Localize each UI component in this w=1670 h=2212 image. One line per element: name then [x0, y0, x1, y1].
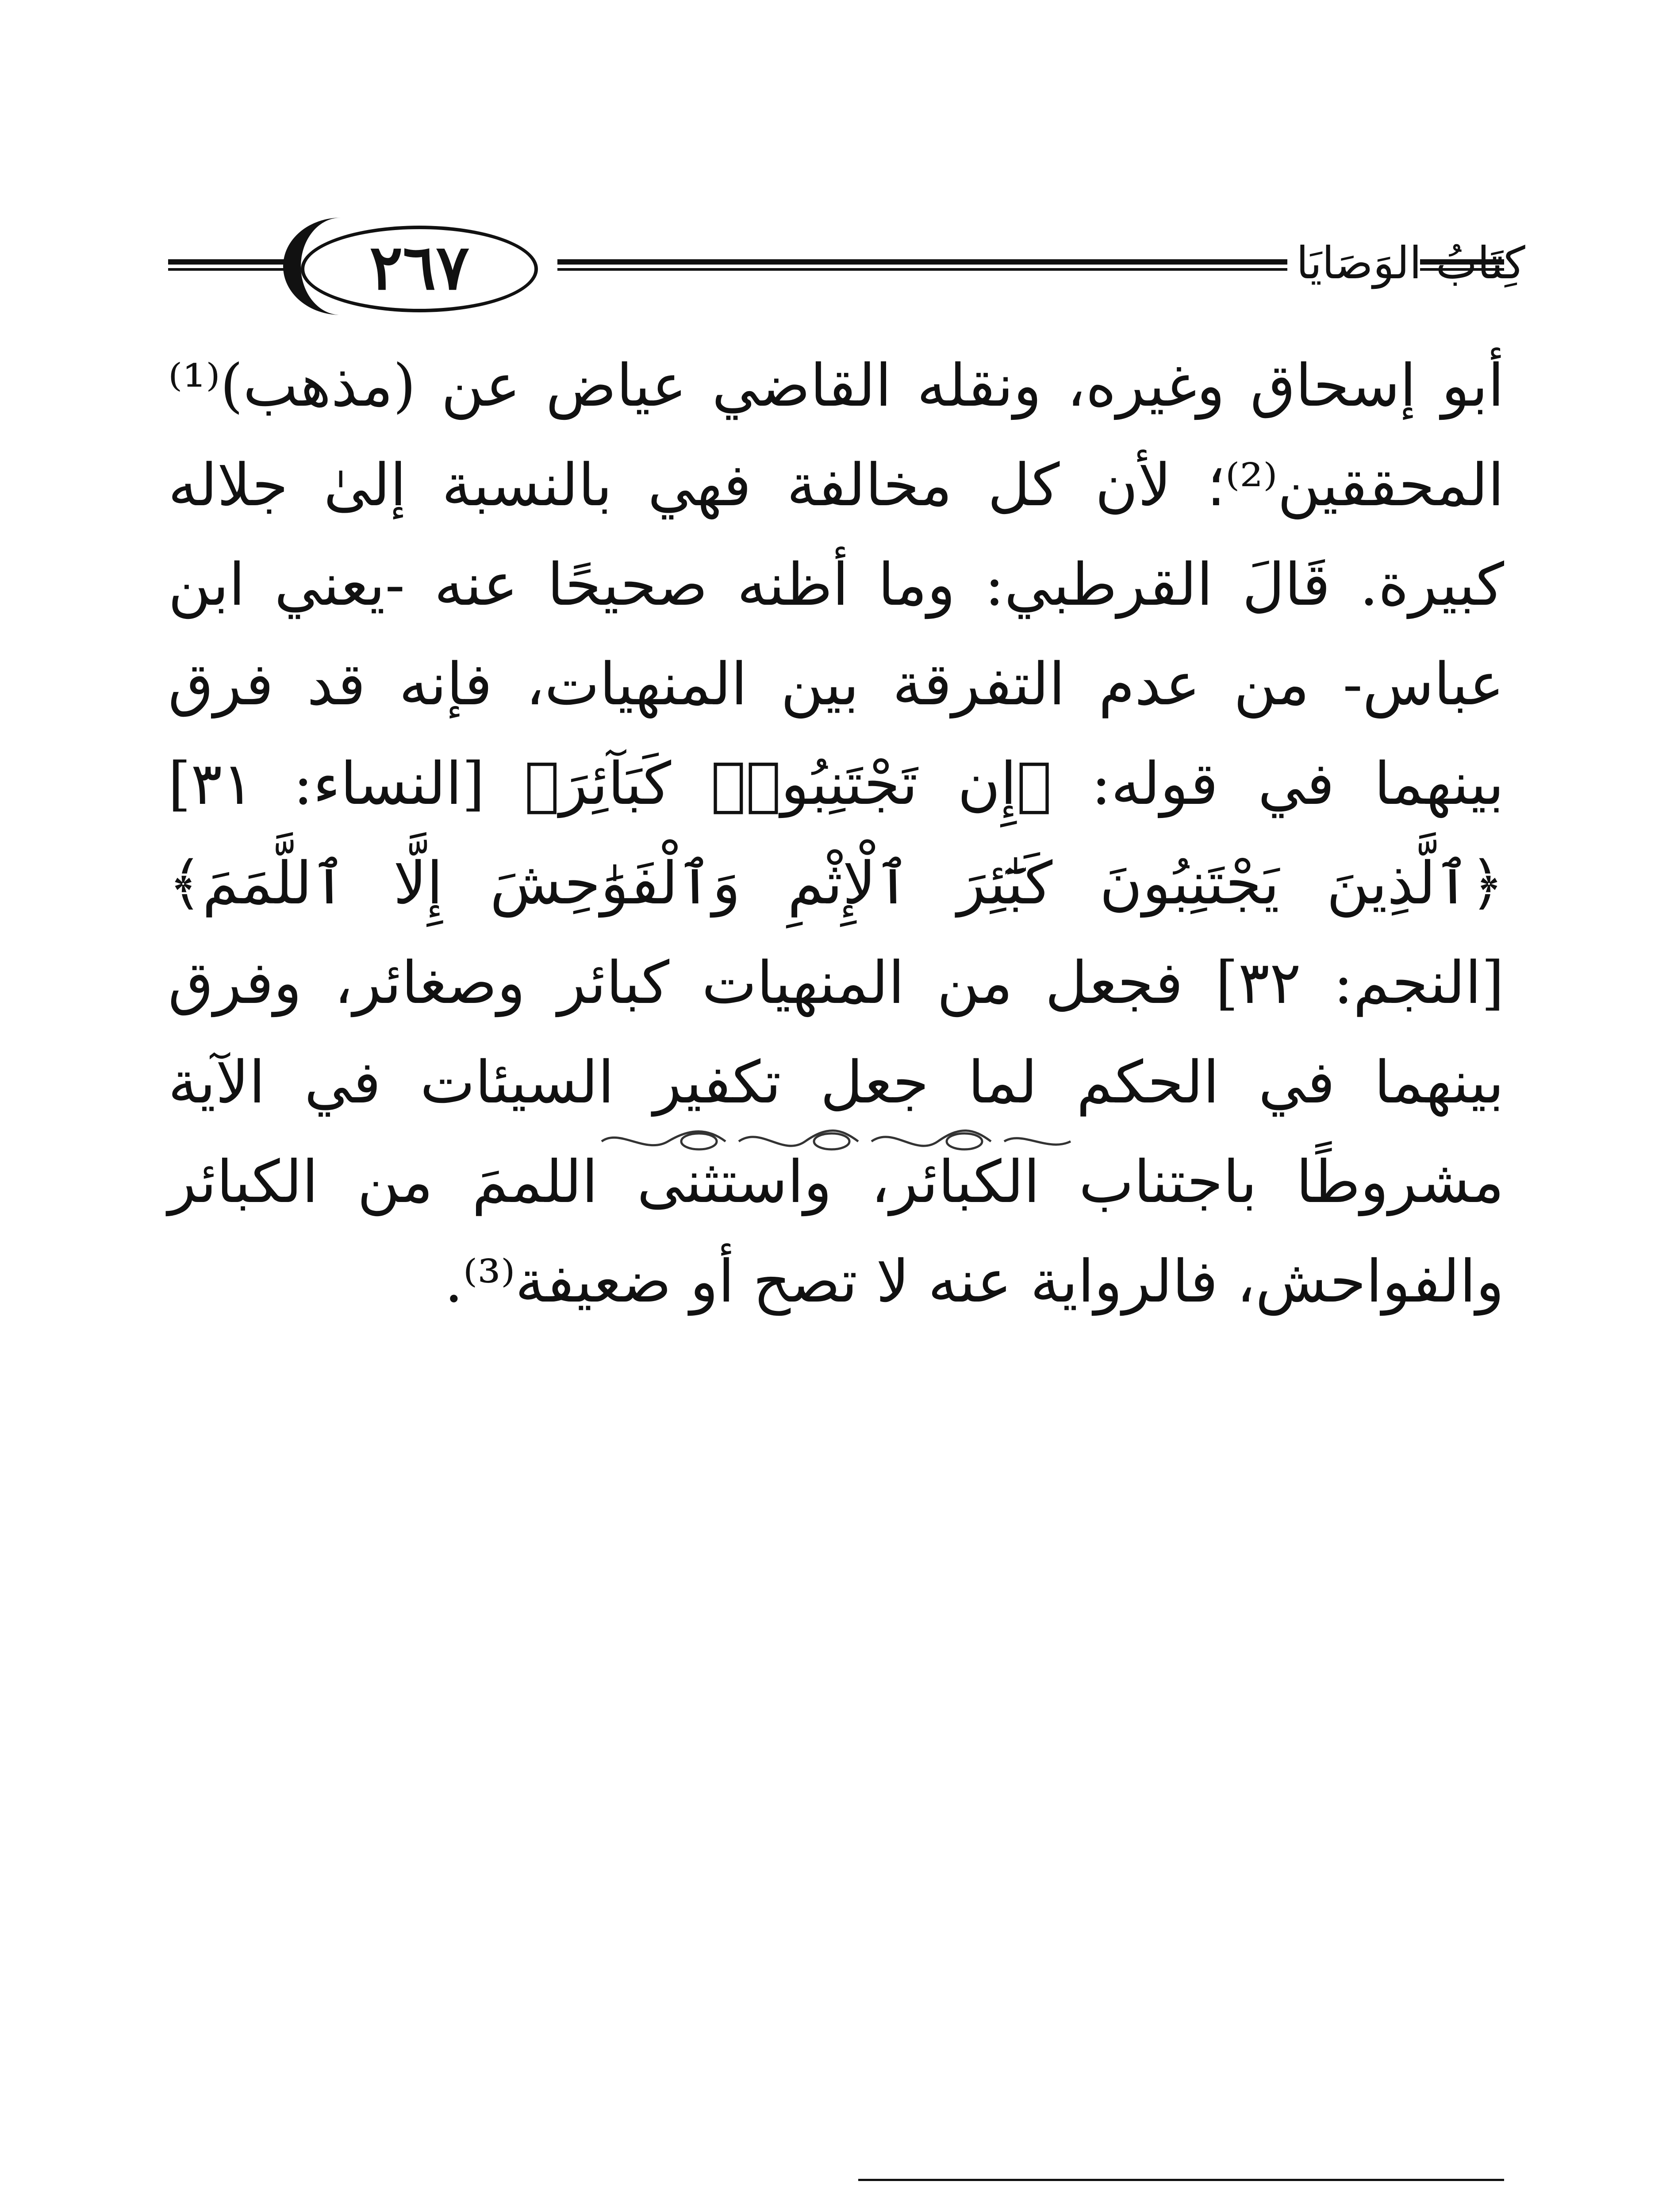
body-paragraph: أبو إسحاق وغيره، ونقله القاضي عياض عن (مذهب)⁽¹⁾ المحققين⁽²⁾؛ لأن كل مخالفة فهي بالنسبة إلىٰ جلاله كبيرة. قَالَ القرطبي: وما أظنه صحيحًا عنه -يعني ابن عباس- من عدم التفرقة بين المنهيات، فإنه قد فرق بينهما في قوله: ﴿إِن تَجْتَنِبُوا۟ كَبَآئِرَ﴾ [النساء: ٣١] ﴿ٱلَّذِينَ يَجْتَنِبُونَ كَبَٰٓئِرَ ٱلْإِثْمِ وَٱلْفَوَٰحِشَ إِلَّا ٱللَّمَمَ﴾ [النجم: ٣٢] فجعل من المنهيات كبائر وصغائر، وفرق بينهما في الحكم لما جعل تكفير السيئات في الآية مشروطًا باجتناب الكبائر، واستثنى اللممَ من الكبائر والفواحش، فالرواية عنه لا تصح أو ضعيفة⁽³⁾.	[168, 352, 1504, 1316]
header-rule-middle	[557, 259, 1287, 271]
section-end-ornament	[593, 1124, 1079, 1159]
running-title: كِتَابُ الوَصَايَا	[1296, 237, 1525, 289]
page-number-badge	[274, 217, 549, 319]
footnote-number	[1416, 2208, 1504, 2212]
footnotes	[664, 2208, 1504, 2212]
footnote-separator	[858, 2179, 1504, 2181]
page-header	[168, 217, 1525, 319]
footnote-1	[664, 2208, 1504, 2212]
page-number: ٢٦٧	[369, 231, 469, 304]
body-text	[168, 336, 1504, 1332]
